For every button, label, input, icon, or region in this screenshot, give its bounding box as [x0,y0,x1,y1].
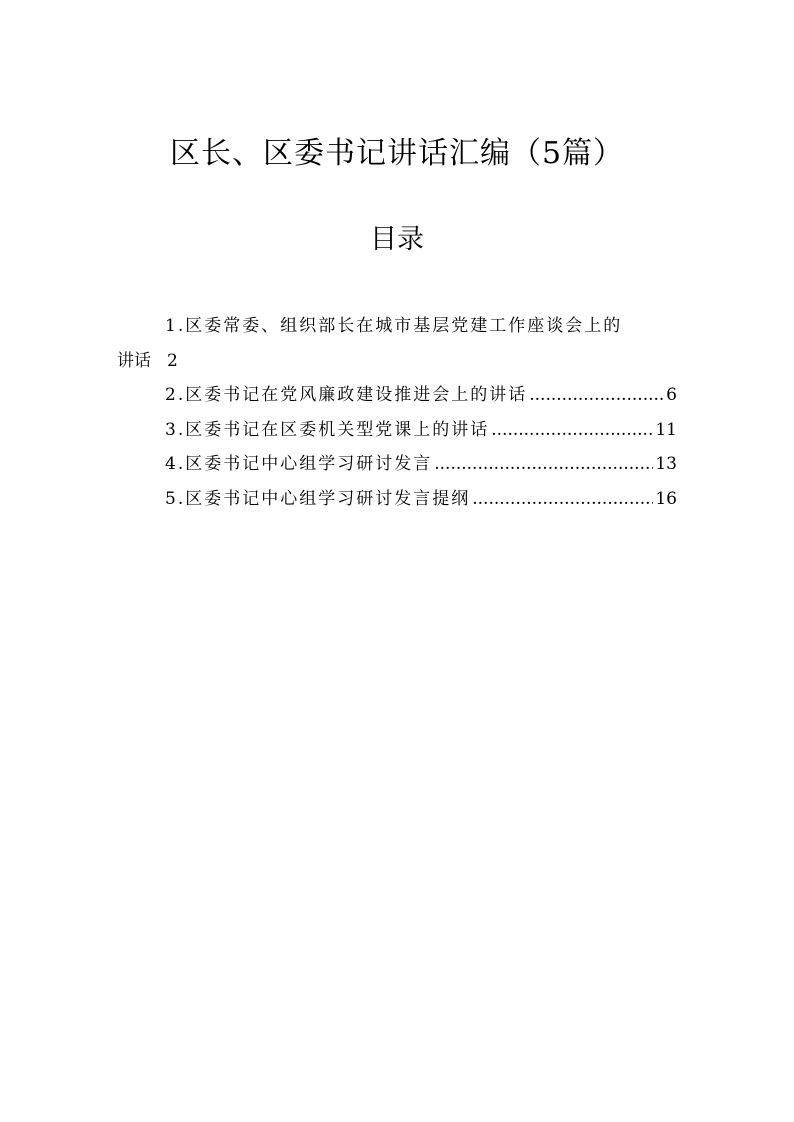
toc-entry-3-text: 区委书记在区委机关型党课上的讲话 [185,419,490,440]
toc-entry-5[interactable] [117,482,677,517]
table-of-contents [117,309,677,516]
toc-entry-4-text: 区委书记中心组学习研讨发言 [185,454,433,474]
toc-entry-4-leader [434,447,653,482]
toc-entry-1[interactable] [117,309,677,378]
toc-entry-2-page: 6 [666,385,677,405]
toc-entry-5-page: 16 [655,488,677,509]
toc-entry-3-leader [491,413,653,448]
toc-entry-1-text: 区委常委、组织部长在城市基层党建工作座谈会上的 [185,316,623,336]
toc-entry-2-leader [529,378,664,413]
toc-entry-2[interactable] [117,378,677,413]
toc-entry-1-line2 [117,344,677,379]
toc-entry-3-number: 3. [165,419,186,440]
toc-entry-5-number: 5. [165,488,186,509]
toc-entry-3[interactable] [117,413,677,448]
toc-entry-1-line1 [165,309,677,344]
toc-entry-5-text: 区委书记中心组学习研讨发言提纲 [185,488,471,509]
toc-entry-4-page: 13 [655,454,677,474]
toc-entry-5-leader [472,482,653,517]
toc-entry-1-page: 2 [167,350,178,371]
toc-entry-1-number: 1. [165,316,186,336]
document-title: 区长、区委书记讲话汇编（5篇） [169,136,625,171]
toc-entry-4[interactable] [117,447,677,482]
toc-entry-3-page: 11 [655,419,677,440]
toc-entry-4-number: 4. [165,454,186,474]
toc-entry-3-label [165,413,489,448]
toc-entry-5-label [165,482,470,517]
toc-entry-2-text: 区委书记在党风廉政建设推进会上的讲话 [185,385,528,405]
toc-heading: 目录 [370,224,424,255]
toc-entry-2-number: 2. [165,385,186,405]
toc-entry-1-text-cont: 讲话 [117,350,151,371]
toc-entry-2-label [165,378,527,413]
toc-entry-4-label [165,447,432,482]
